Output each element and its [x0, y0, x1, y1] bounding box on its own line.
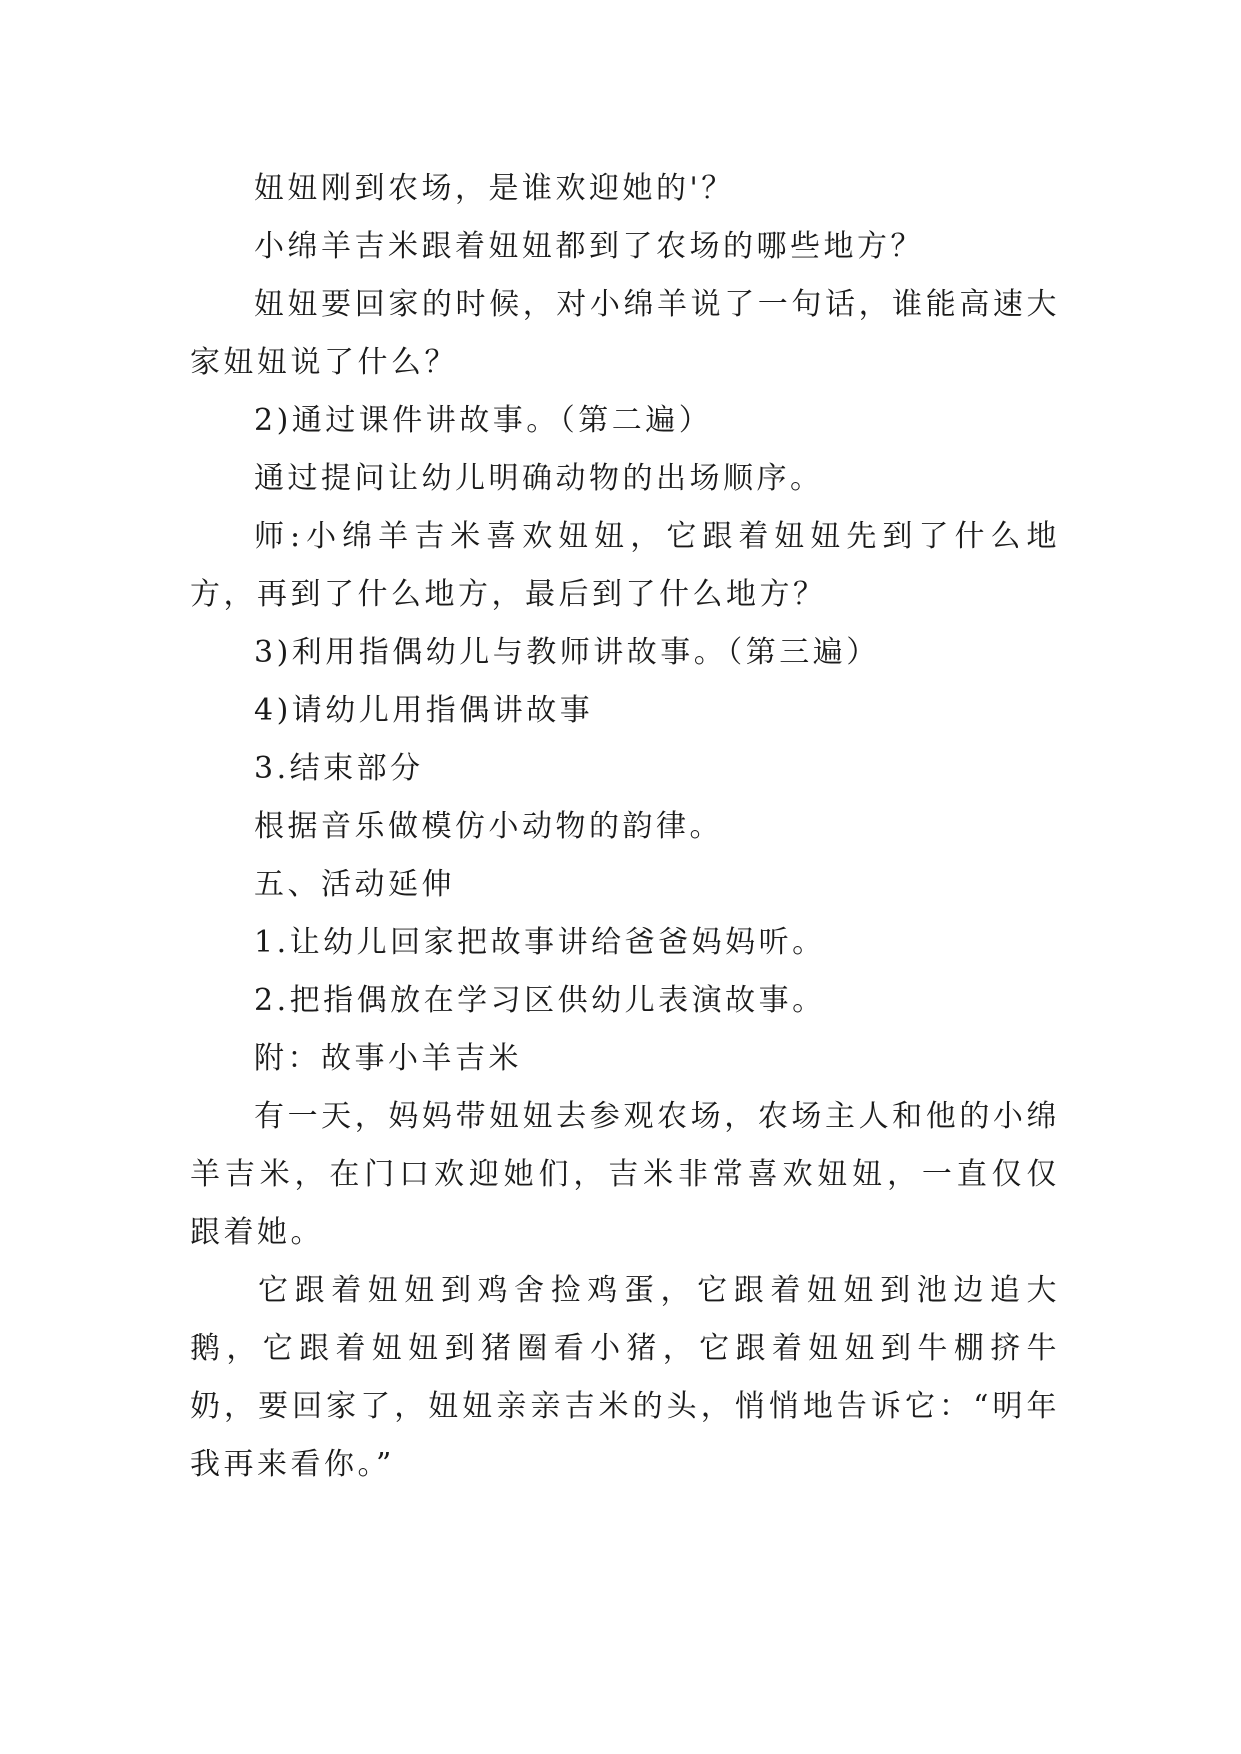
paragraph-14: 附：故事小羊吉米: [254, 1041, 522, 1076]
paragraph-16: 它跟着妞妞到鸡舍捡鸡蛋，它跟着妞妞到池边追大鹅，它跟着妞妞到猪圈看小猪，它跟着妞妞到牛棚挤牛奶，要回家了，妞妞亲亲吉米的头，悄悄地告诉它：“明年我再来看你。”: [190, 1273, 1060, 1482]
paragraph-7: 3)利用指偶幼儿与教师讲故事。（第三遍）: [254, 635, 880, 670]
paragraph-15: 有一天，妈妈带妞妞去参观农场，农场主人和他的小绵羊吉米，在门口欢迎她们，吉米非常喜欢妞妞，一直仅仅跟着她。: [190, 1099, 1060, 1250]
paragraph-2: 小绵羊吉米跟着妞妞都到了农场的哪些地方？: [254, 229, 924, 264]
paragraph-6: 师:小绵羊吉米喜欢妞妞，它跟着妞妞先到了什么地方，再到了什么地方，最后到了什么地方？: [190, 519, 1060, 612]
paragraph-8: 4)请幼儿用指偶讲故事: [254, 693, 594, 728]
paragraph-5: 通过提问让幼儿明确动物的出场顺序。: [254, 461, 824, 496]
paragraph-12: 1.让幼儿回家把故事讲给爸爸妈妈听。: [254, 925, 826, 960]
paragraph-10: 根据音乐做模仿小动物的韵律。: [254, 809, 723, 844]
paragraph-9: 3.结束部分: [254, 751, 424, 786]
paragraph-3: 妞妞要回家的时候，对小绵羊说了一句话，谁能高速大家妞妞说了什么？: [190, 287, 1060, 380]
paragraph-11: 五、活动延伸: [254, 867, 455, 902]
paragraph-1: 妞妞刚到农场，是谁欢迎她的'？: [254, 171, 735, 206]
paragraph-13: 2.把指偶放在学习区供幼儿表演故事。: [254, 983, 826, 1018]
document-body: [190, 160, 1060, 1494]
paragraph-4: 2)通过课件讲故事。（第二遍）: [254, 403, 713, 438]
